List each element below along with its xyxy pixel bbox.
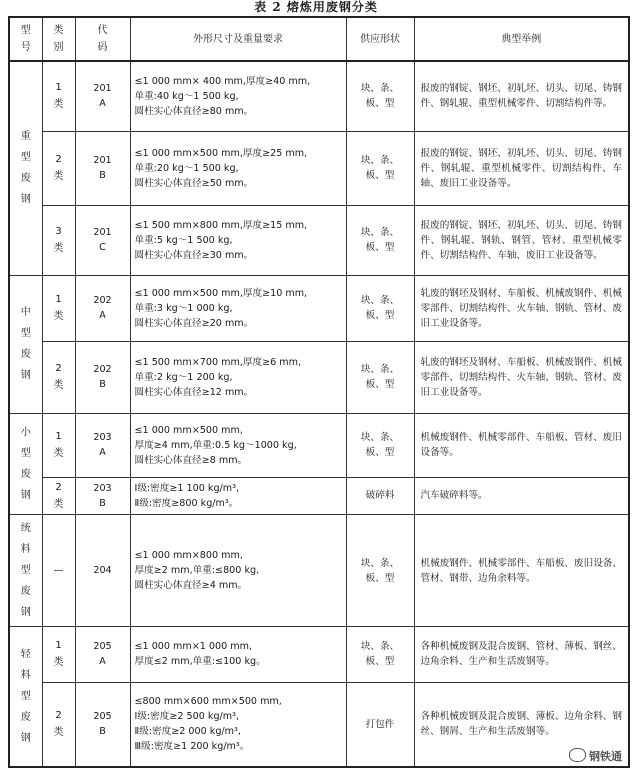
category-name: 统料型废钢 [20, 523, 31, 619]
spec-cell: ≤800 mm×600 mm×500 mm, Ⅰ级:密度≥2 500 kg/m³, Ⅱ级:密度≥2 000 kg/m³, Ⅲ级:密度≥1 200 kg/m³。 [130, 682, 346, 767]
code-cell: 202 A [75, 275, 130, 341]
table-row [9, 682, 629, 767]
header-form: 供应形状 [346, 17, 414, 61]
spec-cell: ≤1 500 mm×800 mm,厚度≥15 mm, 单重:5 kg～1 500 kg, 圆柱实心体直径≥30 mm。 [130, 205, 346, 275]
spec-cell: ≤1 000 mm×500 mm,厚度≥25 mm, 单重:20 kg～1 500 kg, 圆柱实心体直径≥50 mm。 [130, 131, 346, 205]
table-row [9, 627, 629, 682]
category-cell [9, 413, 42, 514]
class-cell: 2类 [42, 341, 75, 413]
code-cell: 204 [75, 514, 130, 627]
form-cell: 破碎料 [346, 477, 414, 514]
class-cell: 1类 [42, 627, 75, 682]
table-row [9, 131, 629, 205]
table-title: 表 2 熔炼用废钢分类 [254, 0, 378, 14]
spec-cell: ≤1 000 mm×800 mm, 厚度≥2 mm,单重:≤800 kg, 圆柱实心体直径≥4 mm。 [130, 514, 346, 627]
watermark [569, 748, 622, 764]
table-row [9, 61, 629, 131]
example-cell: 报废的钢锭、钢坯、初轧坯、切头、切尾、铸钢件、钢轧辊、钢轨、钢管、管材、重型机械零件、切割结构件、车轴、废旧工业设备等。 [414, 205, 629, 275]
form-cell: 块、条、板、型 [346, 131, 414, 205]
spec-cell: ≤1 500 mm×700 mm,厚度≥6 mm, 单重:2 kg～1 200 kg, 圆柱实心体直径≥12 mm。 [130, 341, 346, 413]
class-cell: 1类 [42, 275, 75, 341]
category-cell [9, 627, 42, 767]
code-cell: 201 C [75, 205, 130, 275]
category-cell [9, 514, 42, 627]
form-cell: 块、条、板、型 [346, 341, 414, 413]
category-name: 重型废钢 [20, 131, 31, 206]
example-cell: 报废的钢锭、钢坯、初轧坯、切头、切尾、铸钢件、钢轧辊、重型机械零件、切割结构件、车轴、废旧工业设备等。 [414, 131, 629, 205]
example-cell: 轧废的钢坯及钢材、车船板、机械废钢件、机械零部件、切割结构件、火车轴、钢轨、管材、废旧工业设备等。 [414, 341, 629, 413]
form-cell: 块、条、板、型 [346, 627, 414, 682]
table-row [9, 477, 629, 514]
header-class: 类别 [42, 17, 75, 61]
example-cell: 报废的钢锭、钢坯、初轧坯、切头、切尾、铸钢件、钢轧辊、重型机械零件、切割结构件等。 [414, 61, 629, 131]
table-row [9, 514, 629, 627]
header-type: 型号 [9, 17, 42, 61]
category-name: 小型废钢 [20, 426, 31, 501]
example-cell: 各种机械废钢及混合废钢、管材、薄板、钢丝、边角余料、生产和生活废钢等。 [414, 627, 629, 682]
header-spec: 外形尺寸及重量要求 [130, 17, 346, 61]
form-cell: 打包件 [346, 682, 414, 767]
category-cell [9, 61, 42, 275]
code-cell: 202 B [75, 341, 130, 413]
form-cell: 块、条、板、型 [346, 61, 414, 131]
spec-cell: ≤1 000 mm×500 mm, 厚度≥4 mm,单重:0.5 kg～1000 kg, 圆柱实心体直径≥8 mm。 [130, 413, 346, 477]
class-cell: — [42, 514, 75, 627]
example-cell: 机械废钢件、机械零部件、车船板、废旧设备、管材、钢带、边角余料等。 [414, 514, 629, 627]
class-cell: 2类 [42, 682, 75, 767]
class-cell: 2类 [42, 131, 75, 205]
example-cell: 机械废钢件、机械零部件、车船板、管材、废旧设备等。 [414, 413, 629, 477]
example-cell: 轧废的钢坯及钢材、车船板、机械废钢件、机械零部件、切割结构件、火车轴、钢轨、管材、废旧工业设备等。 [414, 275, 629, 341]
class-cell: 3类 [42, 205, 75, 275]
category-cell [9, 275, 42, 413]
class-cell: 1类 [42, 61, 75, 131]
chat-bubble-icon [569, 748, 586, 762]
table-body [9, 61, 629, 767]
header-row [9, 17, 629, 61]
code-cell: 205 A [75, 627, 130, 682]
table-row [9, 413, 629, 477]
scrap-steel-classification-table [8, 16, 630, 768]
spec-cell: Ⅰ级:密度≥1 100 kg/m³, Ⅱ级:密度≥800 kg/m³。 [130, 477, 346, 514]
form-cell: 块、条、板、型 [346, 275, 414, 341]
example-cell: 汽车破碎料等。 [414, 477, 629, 514]
example-cell: 各种机械废钢及混合废钢、薄板、边角余料、钢丝、钢屑、生产和生活废钢等。 [414, 682, 629, 767]
code-cell: 203 A [75, 413, 130, 477]
form-cell: 块、条、板、型 [346, 514, 414, 627]
code-cell: 205 B [75, 682, 130, 767]
class-cell: 2类 [42, 477, 75, 514]
category-name: 中型废钢 [20, 307, 31, 382]
header-code: 代码 [75, 17, 130, 61]
code-cell: 201 A [75, 61, 130, 131]
form-cell: 块、条、板、型 [346, 205, 414, 275]
code-cell: 201 B [75, 131, 130, 205]
spec-cell: ≤1 000 mm×1 000 mm, 厚度≤2 mm,单重:≤100 kg。 [130, 627, 346, 682]
table-row [9, 205, 629, 275]
watermark-text: 钢铁通 [589, 750, 622, 763]
spec-cell: ≤1 000 mm× 400 mm,厚度≥40 mm, 单重:40 kg～1 500 kg, 圆柱实心体直径≥80 mm。 [130, 61, 346, 131]
class-cell: 1类 [42, 413, 75, 477]
code-cell: 203 B [75, 477, 130, 514]
table-row [9, 341, 629, 413]
form-cell: 块、条、板、型 [346, 413, 414, 477]
spec-cell: ≤1 000 mm×500 mm,厚度≥10 mm, 单重:3 kg～1 000 kg, 圆柱实心体直径≥20 mm。 [130, 275, 346, 341]
header-example: 典型举例 [414, 17, 629, 61]
category-name: 轻料型废钢 [20, 649, 31, 745]
table-row [9, 275, 629, 341]
